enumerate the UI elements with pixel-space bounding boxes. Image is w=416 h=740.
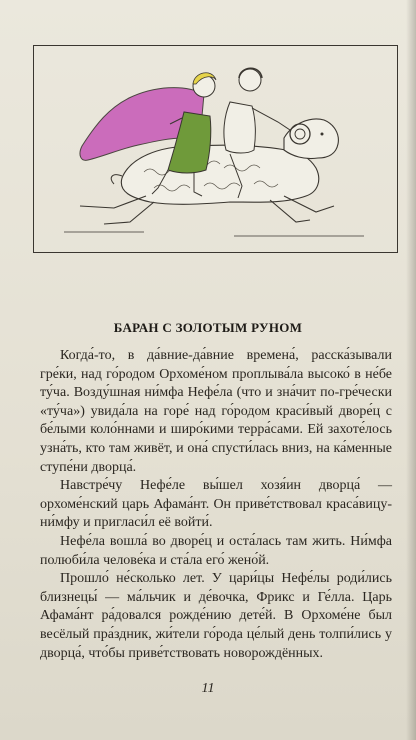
paragraph: Прошло́ не́сколько лет. У цари́цы Нефе́лы роди́лись близнецы́ — ма́льчик и де́вочка, Фрикс и Ге́лла. Царь Афама́нт ра́довался рожде́нию дете́й. В Орхоме́не был весёлый пра́здник, жи́тели го́рода це́лый день толпи́лись у дворца́, что́бы приве́тствовать новорождённых. xyxy=(40,571,392,661)
ram-drawing xyxy=(34,46,397,252)
page-number: 11 xyxy=(201,681,215,696)
ram-head xyxy=(284,119,338,159)
paragraph: Когда́-то, в да́вние-да́вние времена́, расска́зывали гре́ки, над го́родом Орхоме́ном проплыва́ла высоко́ в не́бе ту́ча. Возду́шная ни́мфа Нефе́ла (что и зна́чит по-гре́чески «ту́ча») увида́ла на горе́ над го́родом краси́вый дворе́ц с бе́лыми коло́ннами и широ́кими терра́сами. Ей захоте́лось узна́ть, кто там живёт, и она́ спусти́лась вниз, на ка́менные ступе́ни дворца́. xyxy=(40,348,392,475)
page-edge-shadow xyxy=(406,0,416,740)
ground-lines xyxy=(64,232,364,236)
illustration-ram-with-children xyxy=(33,45,398,253)
boy-body xyxy=(224,102,255,153)
story-text xyxy=(40,347,392,663)
chapter-title: БАРАН С ЗОЛОТЫМ РУНОМ xyxy=(113,320,303,335)
ram-body xyxy=(121,145,318,204)
ram-eye xyxy=(321,133,324,136)
paragraph: Навстре́чу Нефе́ле вы́шел хозя́ин дворца́ — орхоме́нский царь Афама́нт. Он приве́тствовал краса́вицу-ни́мфу и пригласи́л её войти́. xyxy=(40,478,392,531)
paragraph: Нефе́ла вошла́ во дворе́ц и оста́лась там жить. Ни́мфа полюби́ла челове́ка и ста́ла его́ жено́й. xyxy=(40,533,392,568)
